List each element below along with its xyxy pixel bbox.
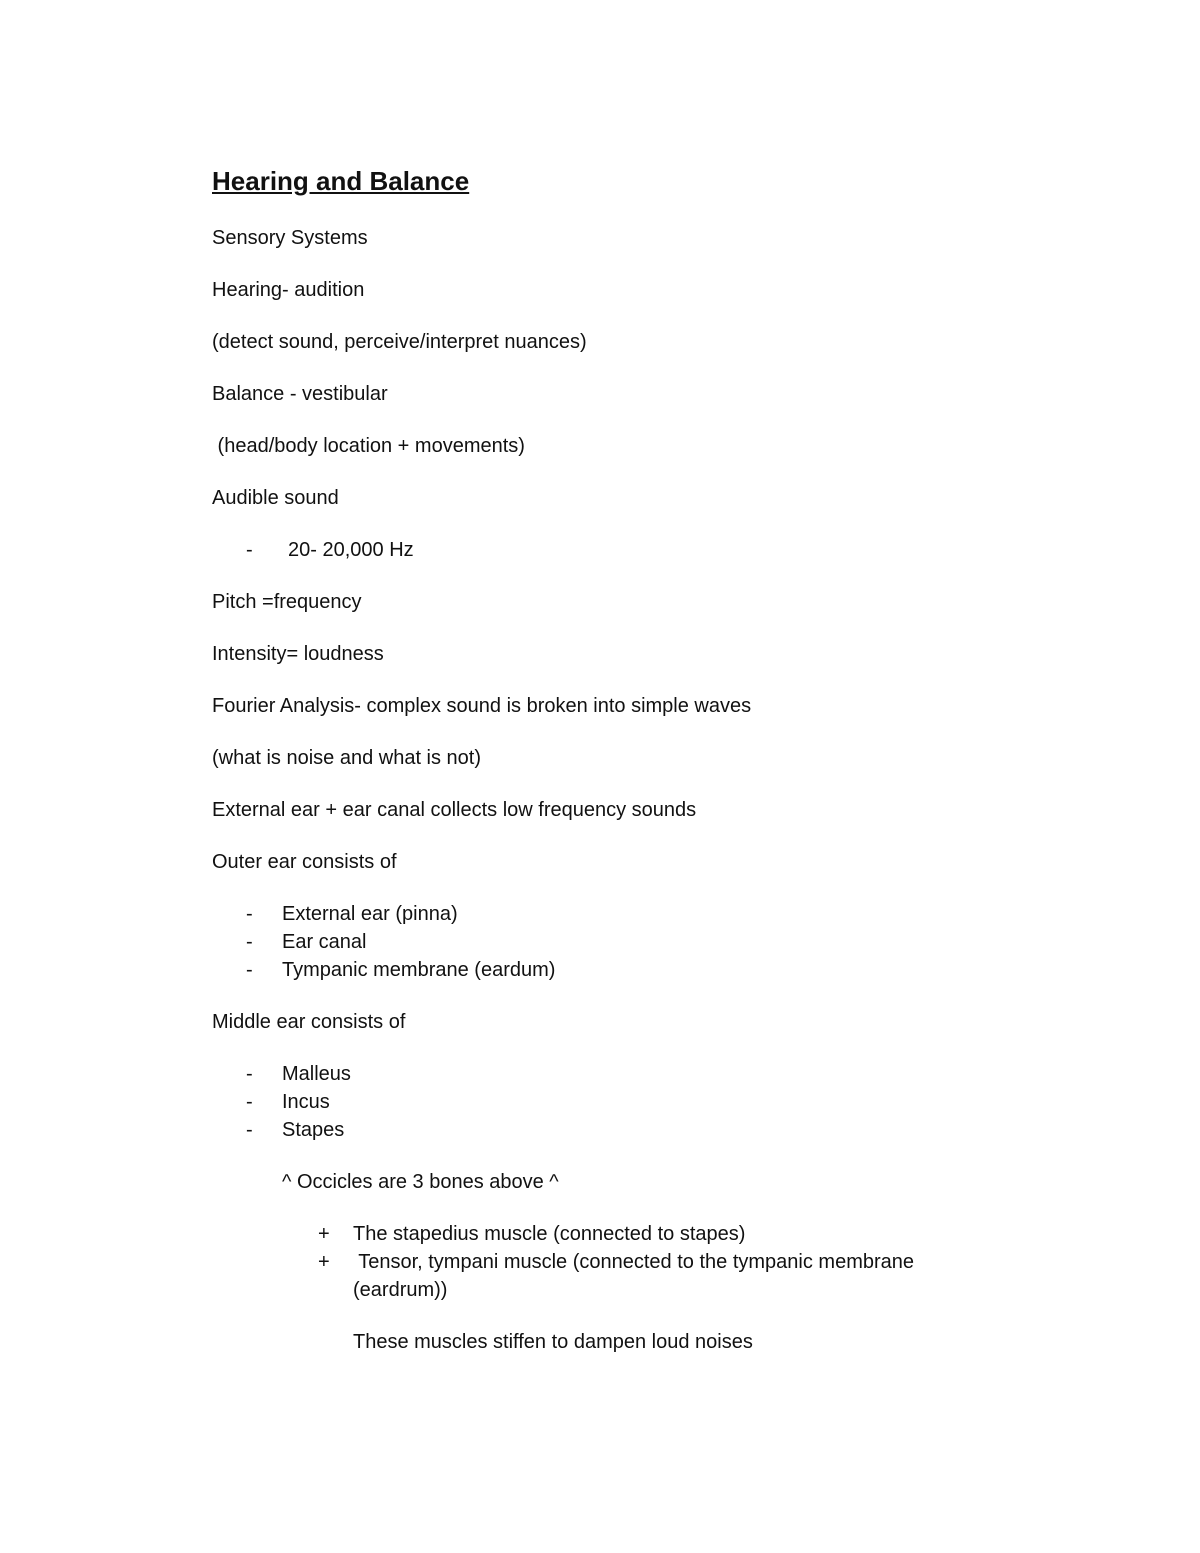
- bullet-dash: -: [246, 1091, 253, 1113]
- line-outer-ear: Outer ear consists of: [212, 851, 397, 873]
- bullet-plus: +: [318, 1251, 330, 1273]
- line-muscles-note: These muscles stiffen to dampen loud noises: [353, 1331, 753, 1353]
- bullet-dash: -: [246, 1063, 253, 1085]
- bullet-plus: +: [318, 1223, 330, 1245]
- list-item-outer-ear: Ear canal: [282, 931, 367, 953]
- line-audible-range: 20- 20,000 Hz: [288, 539, 414, 561]
- line-audible-sound: Audible sound: [212, 487, 339, 509]
- line-noise-note: (what is noise and what is not): [212, 747, 482, 769]
- line-external-ear: External ear + ear canal collects low frequency sounds: [212, 799, 697, 821]
- list-item-muscle: Tensor, tympani muscle (connected to the tympanic membrane: [353, 1251, 915, 1273]
- bullet-dash: -: [246, 931, 253, 953]
- line-sensory-systems: Sensory Systems: [212, 227, 368, 249]
- bullet-dash: -: [246, 959, 253, 981]
- bullet-dash: -: [246, 539, 253, 561]
- line-intensity: Intensity= loudness: [212, 643, 384, 665]
- line-pitch: Pitch =frequency: [212, 591, 362, 613]
- list-item-middle-ear: Malleus: [282, 1063, 351, 1085]
- document-title: Hearing and Balance: [212, 166, 470, 196]
- list-item-muscle: The stapedius muscle (connected to stapes): [353, 1223, 746, 1245]
- line-hearing: Hearing- audition: [212, 279, 365, 301]
- line-balance: Balance - vestibular: [212, 383, 388, 405]
- line-balance-note: (head/body location + movements): [212, 435, 525, 457]
- line-middle-ear: Middle ear consists of: [212, 1011, 406, 1033]
- line-fourier: Fourier Analysis- complex sound is broken into simple waves: [212, 695, 752, 717]
- list-item-middle-ear: Incus: [282, 1091, 330, 1113]
- list-item-middle-ear: Stapes: [282, 1119, 345, 1141]
- list-item-outer-ear: External ear (pinna): [282, 903, 458, 925]
- list-item-outer-ear: Tympanic membrane (eardum): [282, 959, 556, 981]
- bullet-dash: -: [246, 903, 253, 925]
- line-hearing-note: (detect sound, perceive/interpret nuances): [212, 331, 587, 353]
- list-item-muscle-continuation: (eardrum)): [353, 1279, 448, 1301]
- bullet-dash: -: [246, 1119, 253, 1141]
- line-ossicles-note: ^ Occicles are 3 bones above ^: [282, 1171, 559, 1193]
